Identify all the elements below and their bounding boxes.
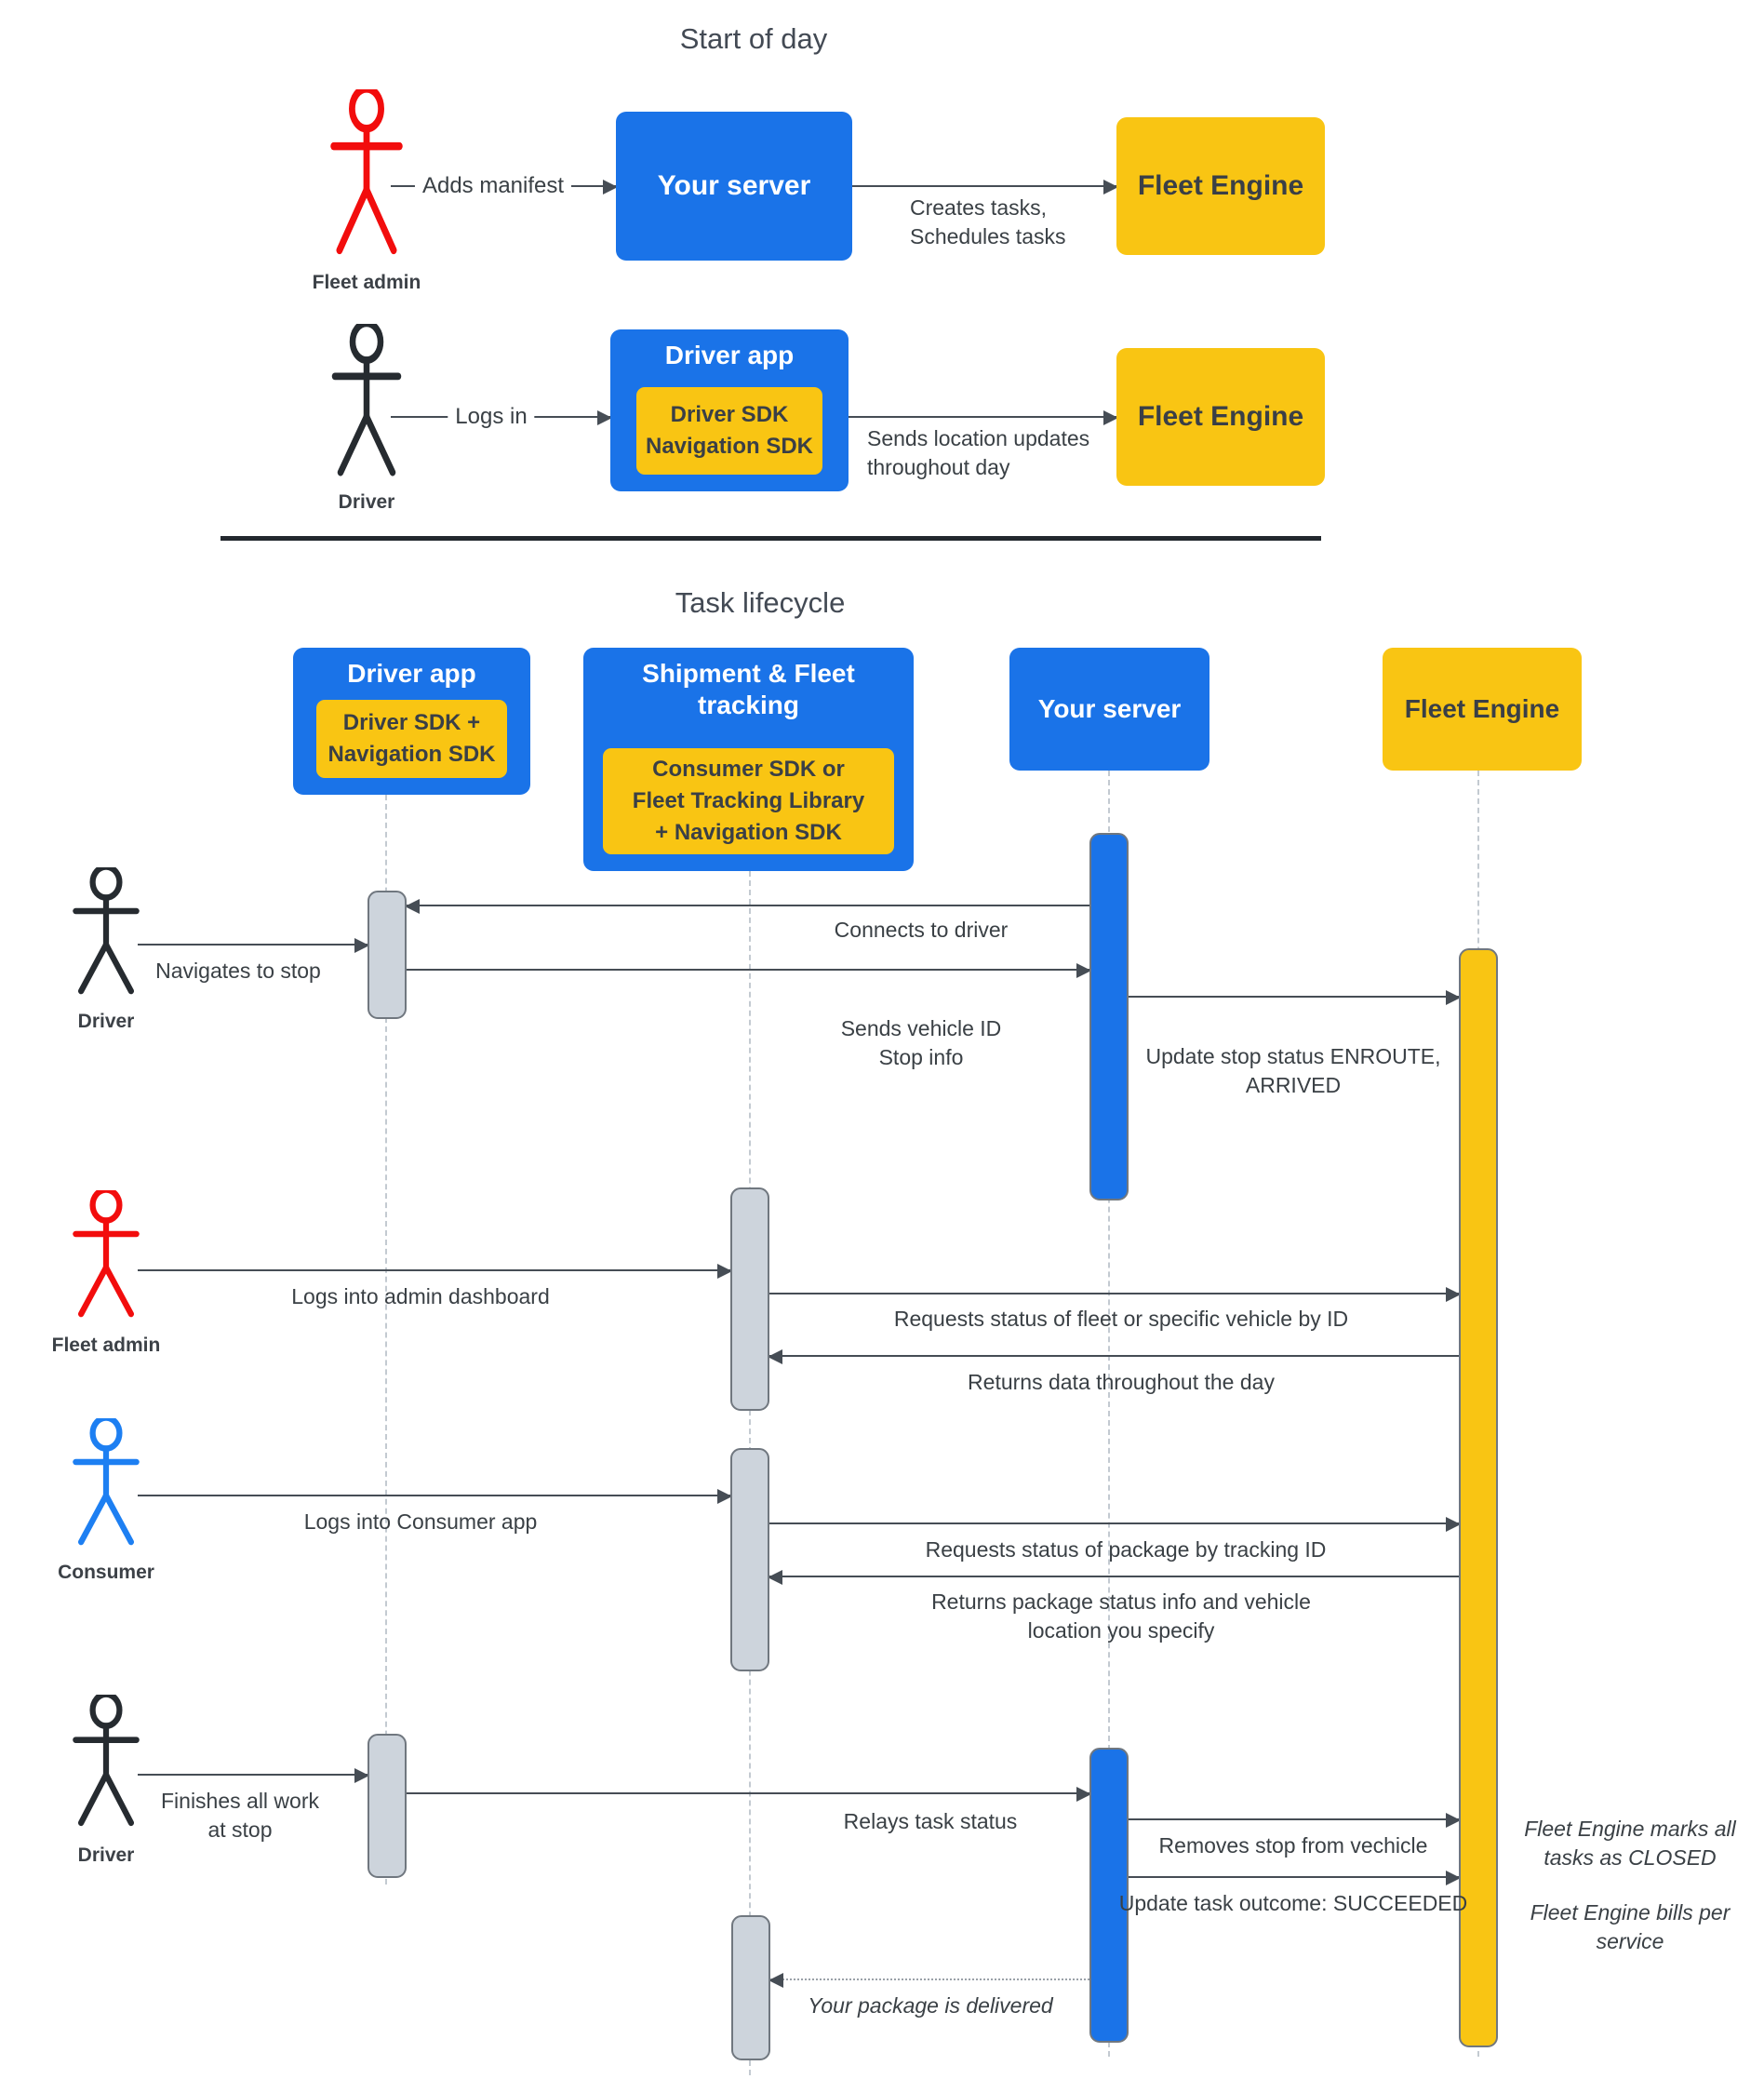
actor-consumer-task-label: Consumer xyxy=(58,1562,154,1583)
stick-figure-icon xyxy=(318,89,415,259)
stick-figure-icon xyxy=(320,324,413,480)
driver-app-start xyxy=(610,329,849,491)
stick-figure-icon xyxy=(61,867,151,998)
actor-driver-task-2-label: Driver xyxy=(77,1844,135,1866)
arrow-requests-status-fleet-label: Requests status of fleet or specific vehicle by ID xyxy=(893,1307,1349,1331)
bar-your-server-1 xyxy=(1089,833,1129,1200)
driver-app-header-title: Driver app xyxy=(347,659,476,688)
arrow-removes-stop xyxy=(1129,1818,1459,1820)
arrow-returns-package-status xyxy=(769,1576,1459,1577)
note-bills: Fleet Engine bills per service xyxy=(1530,1900,1731,1953)
arrow-update-task-outcome xyxy=(1129,1876,1459,1878)
actor-driver-task-1 xyxy=(61,867,151,998)
arrow-connects-to-driver-arrowhead-icon xyxy=(405,899,420,914)
arrow-returns-data xyxy=(769,1355,1459,1357)
stick-figure-icon xyxy=(61,1190,151,1321)
arrow-returns-package-status-label: Returns package status info and vehicle location you specify xyxy=(931,1589,1311,1643)
arrow-relays-task-status xyxy=(407,1792,1089,1794)
bar-fleet-engine xyxy=(1459,948,1498,2047)
driver-app-start-title: Driver app xyxy=(664,341,795,369)
fleet-engine-start-title: Fleet Engine xyxy=(1137,169,1304,201)
arrow-update-task-outcome-label: Update task outcome: SUCCEEDED xyxy=(1118,1891,1468,1915)
arrow-requests-status-package-label: Requests status of package by tracking ID xyxy=(925,1537,1327,1562)
fleet-engine-header xyxy=(1383,648,1582,771)
actor-consumer-task xyxy=(61,1418,151,1549)
arrow-update-stop-status-label: Update stop status ENROUTE, ARRIVED xyxy=(1145,1044,1441,1097)
note-tasks-closed: Fleet Engine marks all tasks as CLOSED xyxy=(1524,1817,1736,1870)
arrow-connects-to-driver-label: Connects to driver xyxy=(834,918,1009,942)
arrow-your-package-delivered xyxy=(770,1978,1089,1980)
your-server-header xyxy=(1009,648,1209,771)
driver-app-start-sdk-box: Driver SDK Navigation SDK xyxy=(636,387,822,475)
bar-shipment-3 xyxy=(731,1915,770,2060)
your-server-start-title: Your server xyxy=(657,169,811,201)
fleet-engine-header-title: Fleet Engine xyxy=(1404,693,1560,723)
fleet-engine-start-2 xyxy=(1116,348,1325,486)
arrow-navigates-to-stop xyxy=(138,944,368,946)
start-of-day-title: Start of day xyxy=(679,22,828,55)
actor-fleet-admin-task-label: Fleet admin xyxy=(51,1335,161,1356)
fleet-engine-start xyxy=(1116,117,1325,255)
actor-driver-start-label: Driver xyxy=(338,491,395,513)
arrow-requests-status-package xyxy=(769,1522,1459,1524)
arrow-requests-status-fleet xyxy=(769,1293,1459,1294)
bar-driver-app-2 xyxy=(368,1734,407,1878)
arrow-logs-into-consumer-app-label: Logs into Consumer app xyxy=(303,1509,538,1534)
arrow-removes-stop-label: Removes stop from vechicle xyxy=(1158,1833,1428,1858)
arrow-your-package-delivered-arrowhead-icon xyxy=(768,1973,783,1988)
actor-driver-task-2 xyxy=(61,1695,151,1830)
arrow-creates-tasks xyxy=(852,185,1116,187)
actor-fleet-admin-start xyxy=(318,89,415,259)
arrow-navigates-to-stop-label: Navigates to stop xyxy=(155,959,321,983)
arrow-logs-in-label: Logs in xyxy=(448,404,534,430)
actor-driver-task-1-label: Driver xyxy=(77,1011,135,1032)
actor-fleet-admin-start-label: Fleet admin xyxy=(312,272,421,293)
task-lifecycle-title: Task lifecycle xyxy=(675,586,846,619)
stick-figure-icon xyxy=(61,1695,151,1830)
arrow-sends-location-updates-label: Sends location updates throughout day xyxy=(867,426,1090,479)
arrow-connects-to-driver xyxy=(407,905,1089,906)
arrow-sends-vehicle-id-label: Sends vehicle ID Stop info xyxy=(840,1016,1002,1069)
driver-app-header xyxy=(293,648,530,795)
arrow-logs-into-admin-dashboard xyxy=(138,1269,730,1271)
shipment-tracking-header xyxy=(583,648,914,871)
your-server-header-title: Your server xyxy=(1037,693,1182,723)
shipment-tracking-header-sdk-box: Consumer SDK or Fleet Tracking Library + Navigation SDK xyxy=(603,748,894,854)
your-server-start xyxy=(616,112,852,261)
arrow-finishes-all-work-label: Finishes all work at stop xyxy=(161,1789,319,1842)
arrow-sends-location-updates xyxy=(849,416,1116,418)
driver-app-header-sdk-box: Driver SDK + Navigation SDK xyxy=(316,700,507,778)
bar-shipment-2 xyxy=(730,1448,769,1671)
arrow-logs-into-consumer-app xyxy=(138,1495,730,1496)
arrow-sends-vehicle-id xyxy=(407,969,1089,971)
arrow-returns-data-label: Returns data throughout the day xyxy=(968,1370,1275,1394)
fleet-engine-start-2-title: Fleet Engine xyxy=(1137,400,1304,432)
arrow-your-package-delivered-label: Your package is delivered xyxy=(808,1993,1053,2018)
bar-shipment-1 xyxy=(730,1187,769,1411)
arrow-returns-package-status-arrowhead-icon xyxy=(768,1570,782,1585)
arrow-finishes-all-work xyxy=(138,1774,368,1776)
arrow-returns-data-arrowhead-icon xyxy=(768,1349,782,1364)
arrow-logs-into-admin-dashboard-label: Logs into admin dashboard xyxy=(291,1284,550,1308)
arrow-relays-task-status-label: Relays task status xyxy=(843,1809,1018,1833)
shipment-tracking-header-title: Shipment & Fleet tracking xyxy=(642,659,855,720)
arrow-creates-tasks-label: Creates tasks, Schedules tasks xyxy=(910,195,1066,248)
section-divider xyxy=(220,536,1321,541)
actor-driver-start xyxy=(320,324,413,480)
stick-figure-icon xyxy=(61,1418,151,1549)
arrow-update-stop-status xyxy=(1129,996,1459,998)
arrow-adds-manifest-label: Adds manifest xyxy=(415,173,571,199)
bar-driver-app-1 xyxy=(368,891,407,1019)
actor-fleet-admin-task xyxy=(61,1190,151,1321)
